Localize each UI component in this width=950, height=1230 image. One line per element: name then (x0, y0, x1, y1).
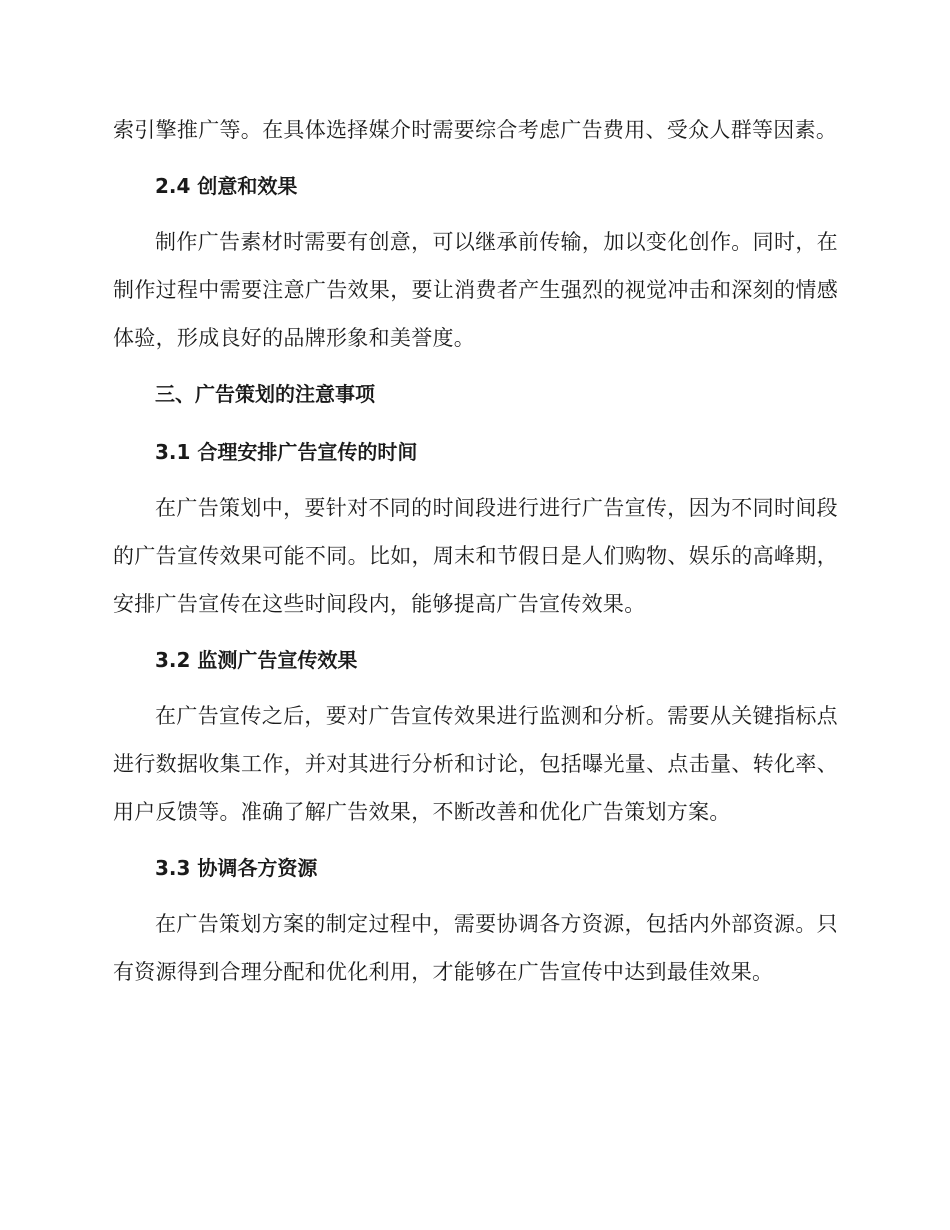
section-heading-3-2: 3.2 监测广告宣传效果 (155, 648, 358, 672)
paragraph-creativity: 制作广告素材时需要有创意，可以继承前传输，加以变化创作。同时，在制作过程中需要注意广告效果，要让消费者产生强烈的视觉冲击和深刻的情感体验，形成良好的品牌形象和美誉度。 (113, 230, 838, 350)
paragraph-monitoring: 在广告宣传之后，要对广告宣传效果进行监测和分析。需要从关键指标点进行数据收集工作，并对其进行分析和讨论，包括曝光量、点击量、转化率、用户反馈等。准确了解广告效果，不断改善和优化广告策划方案。 (113, 704, 838, 824)
section-heading-3-3: 3.3 协调各方资源 (155, 856, 318, 880)
section-heading-2-4: 2.4 创意和效果 (155, 174, 298, 198)
chapter-heading-3: 三、广告策划的注意事项 (155, 382, 375, 406)
paragraph-media-selection: 索引擎推广等。在具体选择媒介时需要综合考虑广告费用、受众人群等因素。 (113, 118, 838, 142)
paragraph-timing: 在广告策划中，要针对不同的时间段进行进行广告宣传，因为不同时间段的广告宣传效果可能不同。比如，周末和节假日是人们购物、娱乐的高峰期，安排广告宣传在这些时间段内，能够提高广告宣传效果。 (113, 496, 838, 616)
document-page (113, 106, 838, 996)
paragraph-resources: 在广告策划方案的制定过程中，需要协调各方资源，包括内外部资源。只有资源得到合理分配和优化利用，才能够在广告宣传中达到最佳效果。 (113, 912, 838, 984)
section-heading-3-1: 3.1 合理安排广告宣传的时间 (155, 440, 418, 464)
